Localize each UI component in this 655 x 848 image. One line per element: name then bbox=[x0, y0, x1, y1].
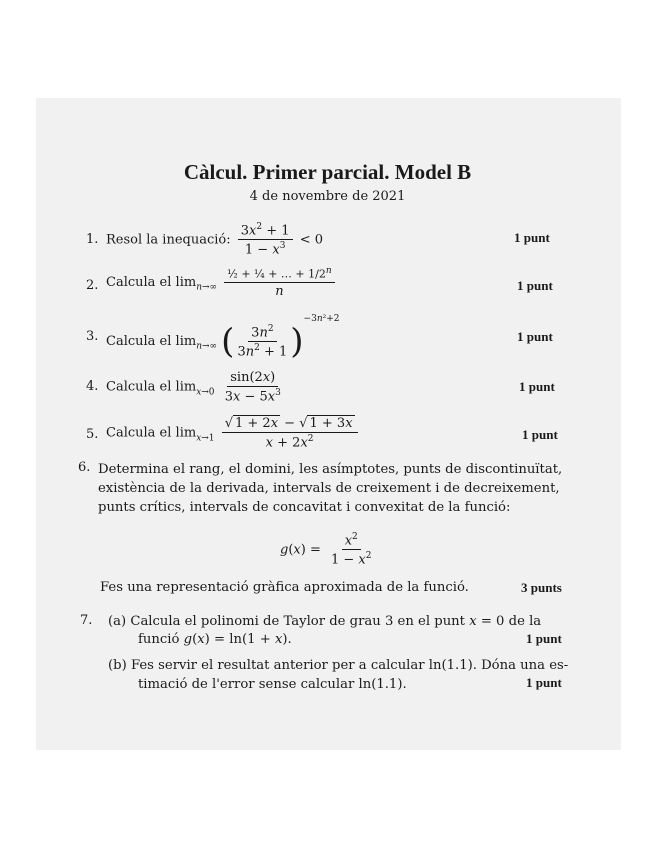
problem-number: 7. bbox=[80, 613, 93, 628]
problem-text: Calcula el $\lim_{n\to\infty}$ $\frac{\frac{1}{2} + \frac{1}{4} + \dots + 1/2^n}{n}$ bbox=[106, 266, 338, 299]
exam-title: Càlcul. Primer parcial. Model B bbox=[183, 160, 472, 184]
part-label: (b) bbox=[108, 658, 127, 673]
formula-fraction: $\frac{\sin(2x)}{3x - 5x^3}$ bbox=[224, 370, 281, 405]
problem-7b bbox=[108, 656, 588, 675]
problem-7b-line2: timació de l'error sense calcular ln(1.1). bbox=[138, 677, 407, 692]
problem-7a: (a) Calcula el polinomi de Taylor de grau 3 en el punt x = 0 de la bbox=[108, 614, 542, 629]
points-label: 1 punt bbox=[526, 631, 562, 646]
text-line: Calcula el polinomi de Taylor de grau 3 en el punt bbox=[130, 614, 465, 629]
formula-fraction: $\frac{\frac{1}{2} + \frac{1}{4} + \dots + 1/2^n}{n}$ bbox=[224, 266, 334, 299]
problem-text: Calcula el $\lim_{x\to 0}$ $\frac{\sin(2x)}{3x - 5x^3}$ bbox=[106, 370, 287, 404]
points-label: 1 punt bbox=[517, 278, 553, 293]
problem-number: 5. bbox=[86, 427, 99, 442]
exam-date: 4 de novembre de 2021 bbox=[249, 189, 406, 204]
points-label: 3 punts bbox=[521, 580, 562, 595]
problem-text: Calcula el $\lim_{x\to 1}$ $\frac{√ 1 + 2x - √ 1 + 3x}{x + 2x^2}$ bbox=[106, 416, 361, 450]
problem-2 bbox=[0, 266, 655, 306]
points-label: 1 punt bbox=[519, 379, 555, 394]
problem-number: 4. bbox=[86, 379, 99, 394]
formula-fraction: $\frac{3n^2}{3n^2 + 1}$ bbox=[237, 323, 288, 360]
problem-number: 1. bbox=[86, 232, 99, 247]
text-line: punts crítics, intervals de concavitat i convexitat de la funció: bbox=[98, 500, 511, 515]
points-label: 1 punt bbox=[526, 675, 562, 690]
problem-number: 3. bbox=[86, 329, 99, 344]
problem-number: 6. bbox=[78, 460, 91, 475]
formula-fraction: $\frac{3x^2 + 1}{1 - x^3}$ bbox=[238, 222, 293, 258]
problem-6-text bbox=[98, 460, 598, 517]
text-line: Fes servir el resultat anterior per a calcular ln(1.1). Dóna una es- bbox=[130, 658, 569, 673]
problem-1 bbox=[0, 222, 655, 262]
text-line: Determina el rang, el domini, les asímptotes, punts de discontinuïtat, bbox=[98, 462, 563, 477]
problem-5 bbox=[0, 416, 655, 456]
part-label: (a) bbox=[108, 614, 127, 629]
problem-4 bbox=[0, 370, 655, 410]
points-label: 1 punt bbox=[514, 230, 550, 245]
problem-6-closing: Fes una representació gràfica aproximada de la funció. bbox=[100, 580, 469, 595]
problem-7a-line2: funció g(x) = ln(1 + x). bbox=[138, 632, 292, 647]
points-label: 1 punt bbox=[517, 329, 553, 344]
points-label: 1 punt bbox=[522, 427, 558, 442]
problem-text: Resol la inequació: $\frac{3x^2 + 1}{1 - x^3}$ < 0 bbox=[106, 222, 323, 258]
formula-fraction: $\frac{√ 1 + 2x - √ 1 + 3x}{x + 2x^2}$ bbox=[222, 416, 358, 450]
problem-3 bbox=[0, 312, 655, 362]
problem-text: Calcula el $\lim_{n\to\infty}$ ( $\frac{3n^2}{3n^2 + 1}$ )$^{-3n^2+2}$ bbox=[106, 314, 340, 362]
problem-number: 2. bbox=[86, 278, 99, 293]
function-definition: g(x) = $\frac{x^2}{1 - x^2}$ bbox=[280, 532, 372, 568]
text-line: existència de la derivada, intervals de creixement i de decreixement, bbox=[98, 481, 560, 496]
